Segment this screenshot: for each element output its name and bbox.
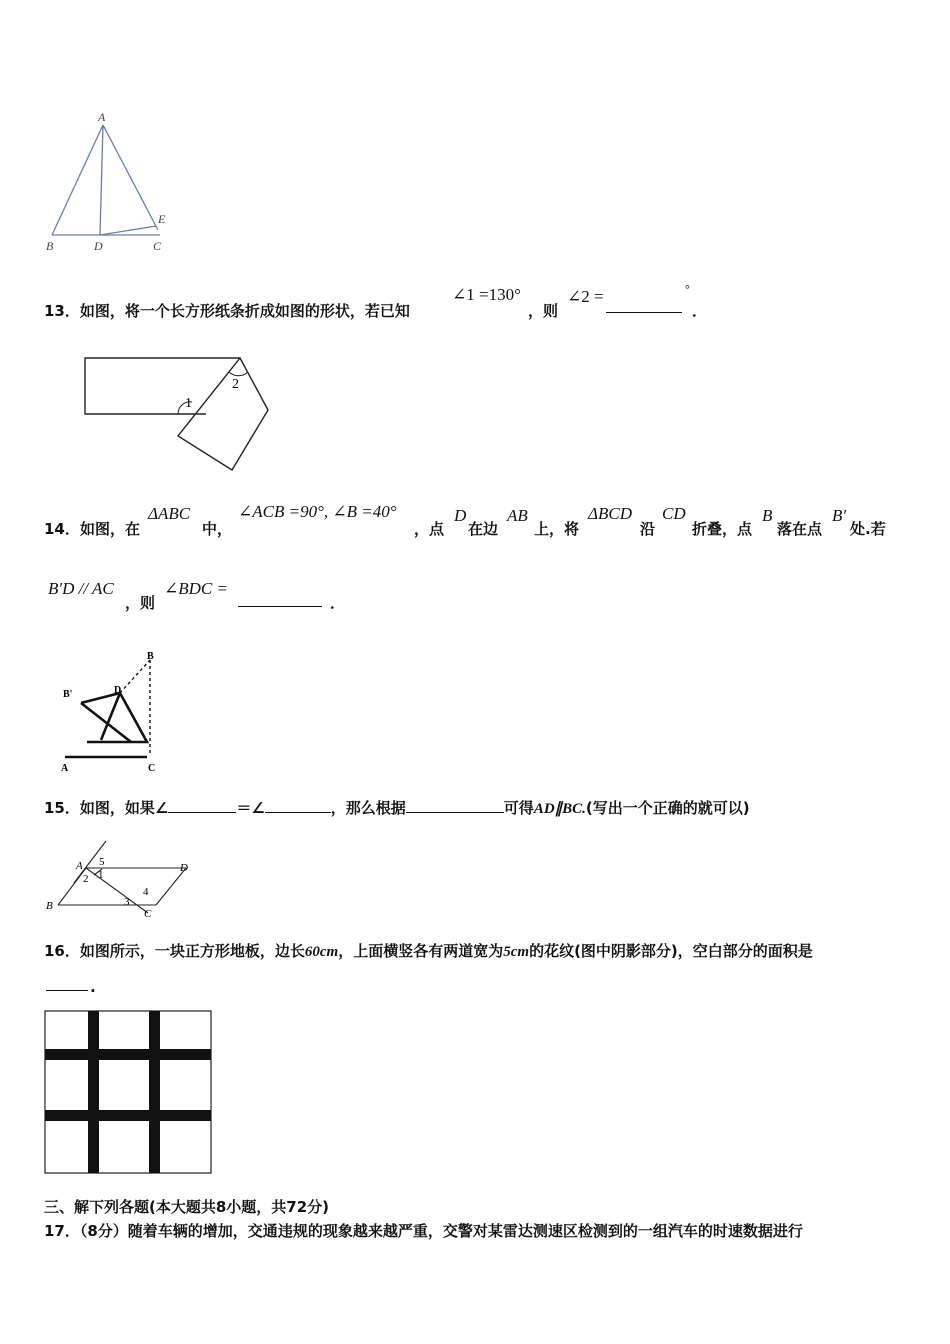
fig15-label-5: 5 (99, 856, 105, 868)
question-text: (写出一个正确的就可以) (585, 799, 750, 817)
question-number: 13． (44, 302, 80, 320)
fig15-label-3: 3 (124, 896, 130, 908)
fig14-label-D: D (114, 685, 122, 696)
fig14-label-B: B (147, 651, 154, 662)
math-triangle-abc: ΔABC (148, 504, 191, 523)
answer-blank-15a[interactable] (168, 798, 236, 813)
fig15-label-C: C (144, 908, 152, 920)
question-text: 可得 (503, 799, 534, 817)
question-text: 在边 (468, 520, 499, 538)
question-13-then: ，则 (528, 302, 559, 320)
question-text: 上，将 (534, 520, 580, 538)
question-text: 的花纹(图中阴影部分)，空白部分的面积是 (529, 942, 813, 960)
answer-blank-16[interactable] (46, 976, 88, 991)
question-text: 沿 (640, 520, 656, 538)
question-text: ，则 (125, 594, 156, 612)
fig15-label-4: 4 (143, 886, 149, 898)
question-16 (44, 940, 813, 961)
label-E: E (158, 212, 166, 226)
parallelogram-figure-15 (44, 835, 194, 920)
fig13-label-2: 2 (232, 377, 239, 392)
fig15-label-D: D (180, 862, 188, 874)
answer-blank-15c[interactable] (406, 798, 504, 813)
question-text: 中， (202, 520, 233, 538)
math-triangle-bcd: ΔBCD (588, 504, 632, 523)
math-side-length: 60cm (304, 944, 339, 960)
folded-strip-figure-13 (80, 350, 280, 480)
fig15-label-2: 2 (83, 873, 89, 885)
triangle-figure-12 (40, 105, 180, 260)
question-13 (44, 300, 410, 321)
question-17: 17．（8分）随着车辆的增加，交通违规的现象越来越严重，交警对某雷达测速区检测到的一组汽车的时速数据进行 (44, 1222, 803, 1240)
math-point-b: B (762, 506, 773, 525)
answer-blank-15b[interactable] (265, 798, 331, 813)
question-text: 如图所示，一块正方形地板，边长 (79, 942, 305, 960)
question-text: ＝∠ (236, 799, 265, 817)
math-segment-cd: CD (662, 504, 686, 523)
fold-figure-14 (55, 645, 175, 785)
question-text: ，那么根据 (330, 799, 406, 817)
question-text: 落在点 (777, 520, 823, 538)
math-point-b-prime: B′ (832, 506, 847, 525)
floor-tile-figure-16 (44, 1010, 214, 1176)
angle-1-value: ∠1 =130° (452, 285, 521, 304)
period: . (90, 978, 96, 996)
question-text: ，上面横竖各有两道宽为 (338, 942, 504, 960)
question-text: 如图，将一个长方形纸条折成如图的形状，若已知 (79, 302, 410, 320)
fig13-label-1: 1 (185, 396, 192, 411)
answer-blank-14[interactable] (238, 592, 322, 607)
fig14-label-Bprime: B' (63, 689, 73, 700)
math-stripe-width: 5cm (503, 944, 530, 960)
degree-sign: ° (685, 282, 690, 296)
period: ． (330, 594, 346, 612)
answer-blank-13[interactable] (606, 298, 682, 313)
math-parallel-condition: B′D // AC (48, 579, 114, 598)
question-text: 如图，在 (80, 520, 141, 538)
label-B: B (46, 239, 54, 253)
section-3-heading: 三、解下列各题(本大题共8小题，共72分) (44, 1198, 330, 1216)
label-C: C (153, 239, 162, 253)
label-A: A (98, 110, 106, 124)
fig14-label-A: A (61, 763, 69, 774)
math-angle-bdc: ∠BDC = (164, 579, 228, 598)
fig14-label-C: C (148, 763, 156, 774)
question-text: 如图，如果∠ (79, 799, 169, 817)
angle-2-expression: ∠2 = (567, 287, 604, 306)
question-number: 15． (44, 799, 80, 817)
math-angles: ∠ACB =90°, ∠B =40° (238, 502, 397, 521)
question-15 (44, 797, 750, 818)
fig15-label-B: B (46, 900, 53, 912)
period: ． (692, 302, 708, 320)
question-text: 折叠，点 (692, 520, 753, 538)
math-parallel-ad-bc: AD∥BC. (533, 801, 586, 817)
math-point-d: D (454, 506, 467, 525)
question-text: 处.若 (850, 520, 886, 538)
question-number: 16． (44, 942, 80, 960)
question-text: ，点 (414, 520, 445, 538)
question-14-number: 14． (44, 520, 80, 538)
fig15-label-1: 1 (98, 869, 104, 881)
label-D: D (94, 239, 103, 253)
math-segment-ab: AB (507, 506, 528, 525)
fig15-label-A: A (76, 860, 83, 872)
